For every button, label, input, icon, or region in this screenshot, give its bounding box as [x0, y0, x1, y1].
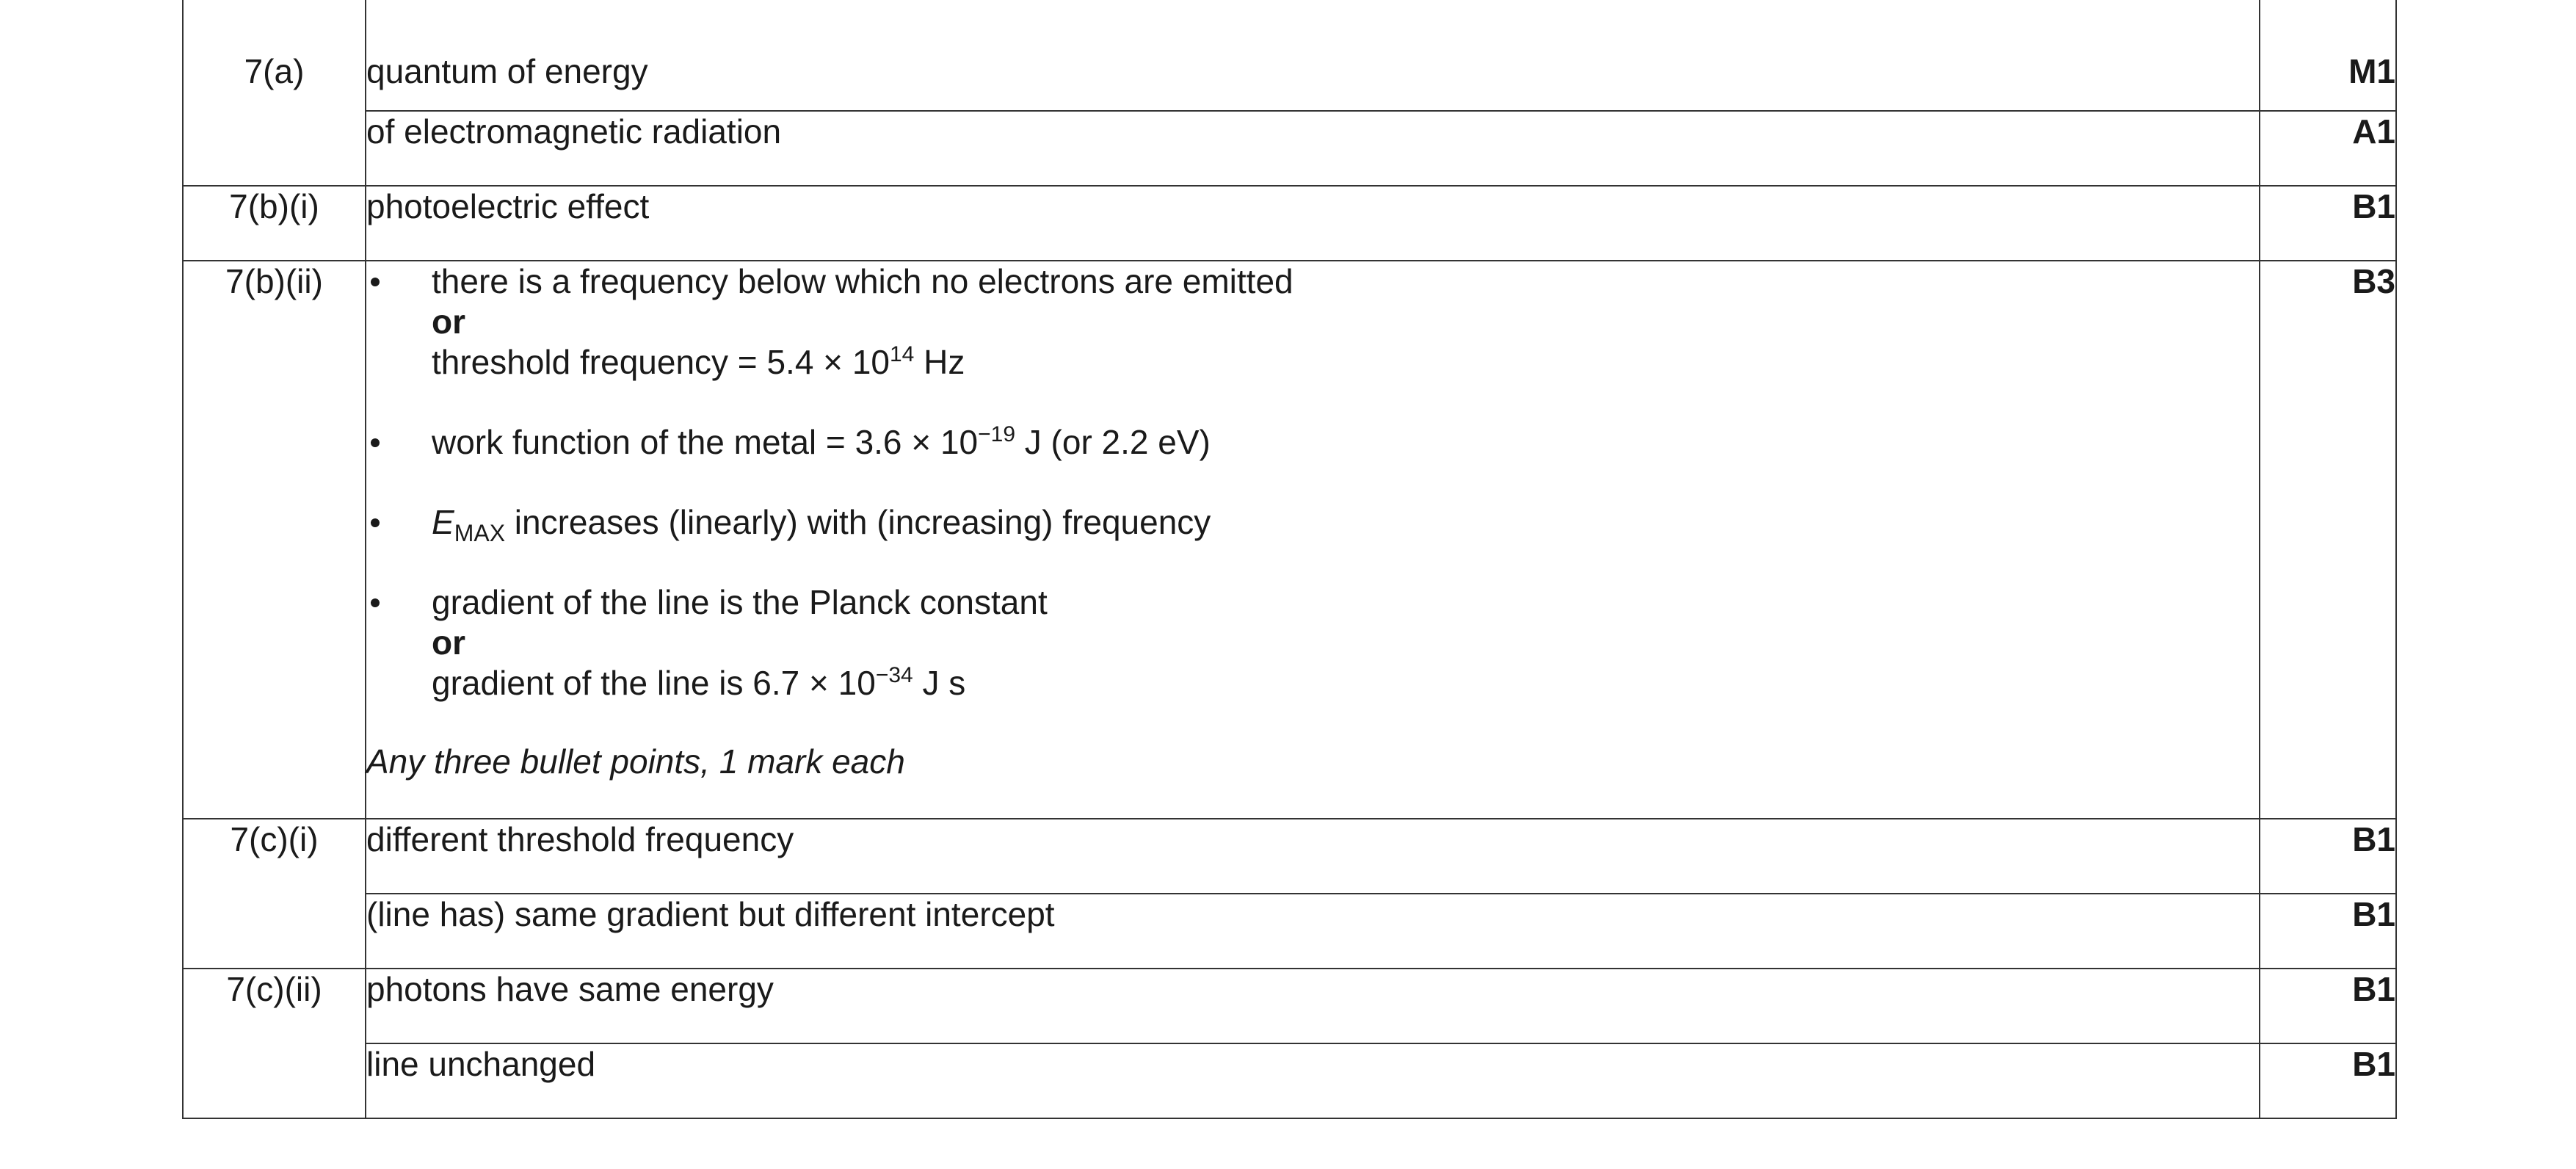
variable-e: E: [432, 503, 454, 541]
table-row: [183, 819, 2396, 894]
bullet-icon: [371, 598, 380, 607]
mark-cell: B3: [2260, 261, 2396, 819]
answer-cell: different threshold frequency: [366, 819, 2260, 894]
bullet-icon: [371, 518, 380, 527]
bullet-text: $E_{MAX}$ increases (linearly) with (increasing) frequency: [432, 503, 1211, 546]
or-label: or: [432, 303, 465, 341]
bullet-point: [366, 422, 2259, 463]
or-label: or: [432, 623, 465, 662]
answer-cell: photoelectric effect: [366, 186, 2260, 261]
subscript: MAX: [454, 520, 506, 546]
superscript: −34: [875, 663, 913, 687]
answer-cell: of electromagnetic radiation: [366, 111, 2260, 186]
question-number: 7(c)(i): [183, 819, 366, 969]
mark-cell: A1: [2260, 111, 2396, 186]
bullet-icon: [371, 278, 380, 286]
answer-cell: quantum of energy: [366, 0, 2260, 111]
bullet-text: gradient of the line is $6.7 \times 10^{-34}$ J s: [432, 663, 966, 702]
mark-cell: M1: [2260, 0, 2396, 111]
table-row: [183, 261, 2396, 819]
superscript: −19: [978, 422, 1015, 446]
table-row: [183, 111, 2396, 186]
answer-cell: photons have same energy: [366, 969, 2260, 1043]
question-number: 7(b)(ii): [183, 261, 366, 819]
bullet-text: work function of the metal = $3.6 \times 10^{-19}$ J (or 2.2 eV): [432, 422, 1211, 461]
mark-cell: B1: [2260, 1043, 2396, 1118]
bullet-text: gradient of the line is the Planck constant: [432, 583, 1048, 621]
superscript: 14: [890, 342, 915, 366]
mark-cell: B1: [2260, 186, 2396, 261]
table-row: [183, 894, 2396, 969]
question-number: 7(b)(i): [183, 186, 366, 261]
table-row: [183, 186, 2396, 261]
question-number: 7(a): [183, 0, 366, 186]
bullet-text: threshold frequency = $5.4 \times 10^{14}$ Hz: [432, 342, 965, 381]
table-row: [183, 0, 2396, 111]
bullet-text: there is a frequency below which no electrons are emitted: [432, 262, 1294, 300]
mark-cell: B1: [2260, 969, 2396, 1043]
mark-scheme-table: [182, 0, 2397, 1119]
bullet-point: [366, 261, 2259, 383]
mark-cell: B1: [2260, 894, 2396, 969]
question-number: 7(c)(ii): [183, 969, 366, 1118]
answer-cell: [366, 261, 2260, 819]
marking-note: Any three bullet points, 1 mark each: [366, 742, 905, 781]
bullet-point: [366, 582, 2259, 703]
table-row: [183, 1043, 2396, 1118]
table-row: [183, 969, 2396, 1043]
answer-cell: line unchanged: [366, 1043, 2260, 1118]
bullet-icon: [371, 438, 380, 447]
bullet-point: [366, 502, 2259, 546]
mark-cell: B1: [2260, 819, 2396, 894]
answer-cell: (line has) same gradient but different intercept: [366, 894, 2260, 969]
